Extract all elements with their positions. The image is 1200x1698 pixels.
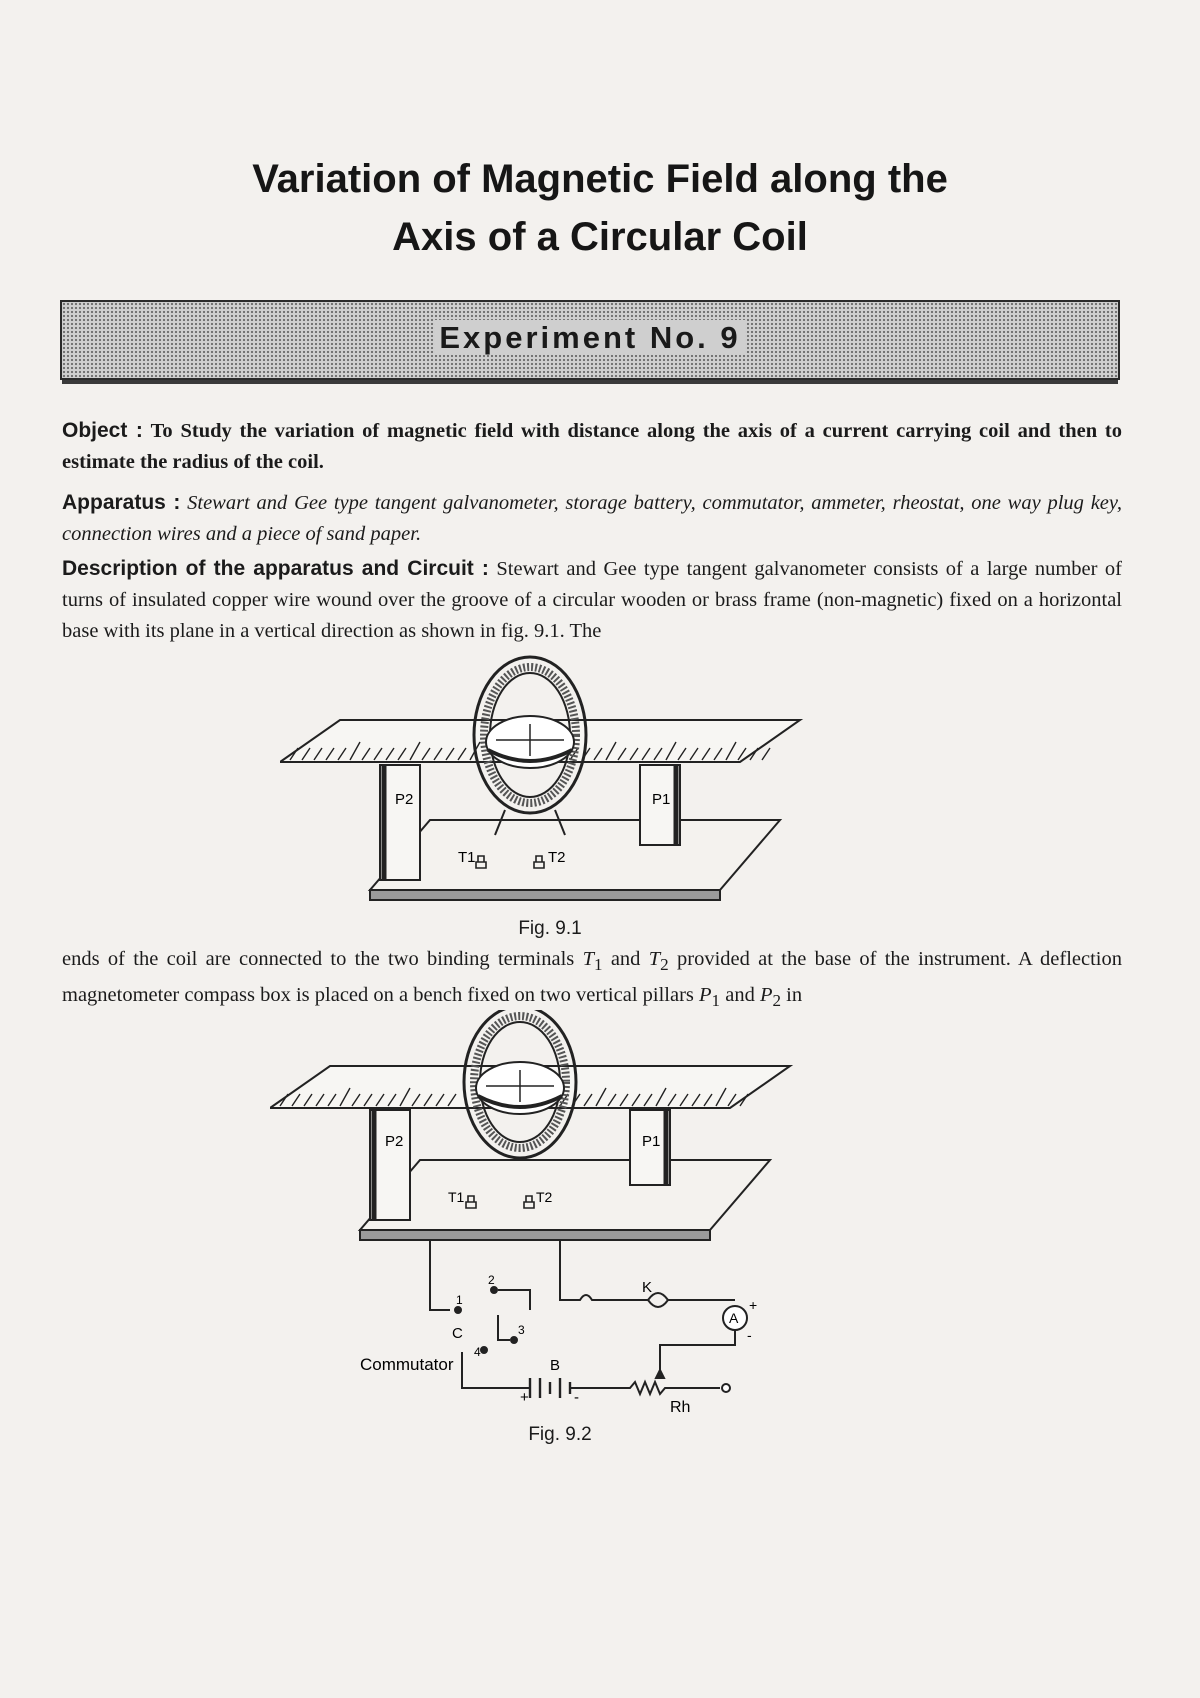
label-t1: T1 xyxy=(458,849,476,866)
commutator-contact-3 xyxy=(511,1337,517,1343)
label-k: K xyxy=(642,1279,653,1296)
battery-cells xyxy=(530,1378,570,1398)
experiment-banner xyxy=(60,300,1120,380)
t1-subscript: 1 xyxy=(593,955,603,975)
label-a-plus: + xyxy=(749,1297,758,1313)
commutator-contact-4 xyxy=(481,1347,487,1353)
p1-subscript: 1 xyxy=(711,991,721,1011)
wire-t2 xyxy=(560,1240,640,1300)
continuation-and-1: and xyxy=(602,948,649,970)
continuation-text-2: provided at the base of the instrument. A deflection magnetometer compass box is placed on a bench fixed on two vertical pillars xyxy=(62,948,1122,1007)
base-plate xyxy=(360,1160,770,1230)
wire-ammeter xyxy=(660,1330,735,1370)
wire-commutator-4 xyxy=(462,1352,530,1388)
label-p2: P2 xyxy=(385,1133,404,1150)
rheostat xyxy=(570,1382,720,1394)
label-b: B xyxy=(550,1357,561,1374)
wire-commutator-2 xyxy=(498,1290,530,1310)
figure-9-2 xyxy=(270,1010,830,1440)
figure-9-2-caption: Fig. 9.2 xyxy=(528,1424,592,1445)
continuation-and-2: and xyxy=(720,984,760,1007)
description-paragraph xyxy=(62,553,1122,647)
apparatus-label: Apparatus : xyxy=(62,491,181,514)
wire-coil-to-commutator xyxy=(430,1240,450,1310)
label-c: C xyxy=(452,1325,463,1342)
label-3: 3 xyxy=(518,1323,525,1337)
p1-symbol: P xyxy=(699,984,712,1007)
t2-subscript: 2 xyxy=(660,955,669,975)
p2-symbol: P xyxy=(759,984,773,1007)
label-1: 1 xyxy=(456,1293,463,1307)
title-line-1: Variation of Magnetic Field along the xyxy=(252,157,948,201)
label-t2: T2 xyxy=(536,1189,553,1205)
label-p1: P1 xyxy=(642,1133,661,1150)
label-a: A xyxy=(729,1310,739,1326)
page-title xyxy=(100,150,1100,266)
description-label: Description of the apparatus and Circuit : xyxy=(62,557,489,580)
label-p1: P1 xyxy=(652,791,671,808)
title-line-2: Axis of a Circular Coil xyxy=(392,215,808,259)
label-a-minus: - xyxy=(747,1327,752,1343)
label-battery-plus: + xyxy=(520,1389,529,1406)
t1-symbol: T xyxy=(582,948,594,970)
label-2: 2 xyxy=(488,1273,495,1287)
rheostat-terminal xyxy=(722,1384,730,1392)
label-t2: T2 xyxy=(548,849,566,866)
rheostat-slider xyxy=(656,1370,664,1378)
label-rh: Rh xyxy=(670,1399,691,1416)
base-edge xyxy=(370,890,720,900)
label-t1: T1 xyxy=(448,1189,465,1205)
commutator-contact-1 xyxy=(455,1307,461,1313)
object-paragraph xyxy=(62,415,1122,478)
label-4: 4 xyxy=(474,1345,481,1359)
experiment-number: Experiment No. 9 xyxy=(435,320,744,355)
commutator-contact-2 xyxy=(491,1287,497,1293)
base-plate xyxy=(370,820,780,890)
apparatus-paragraph xyxy=(62,487,1122,550)
figure-9-1 xyxy=(280,650,820,920)
continuation-text-1: ends of the coil are connected to the two binding terminals xyxy=(62,948,583,970)
label-battery-minus: - xyxy=(574,1389,579,1406)
apparatus-text: Stewart and Gee type tangent galvanometer, storage battery, commutator, ammeter, rheostat, one way plug key, connection wires and a piece of sand paper. xyxy=(62,492,1123,545)
t2-symbol: T xyxy=(648,948,661,970)
label-commutator: Commutator xyxy=(360,1355,454,1374)
figure-9-1-caption: Fig. 9.1 xyxy=(518,918,582,939)
plug-key xyxy=(648,1293,735,1307)
label-p2: P2 xyxy=(395,791,414,808)
object-label: Object : xyxy=(62,419,143,442)
continuation-text-3: in xyxy=(781,984,803,1007)
description-text: Stewart and Gee type tangent galvanometer consists of a large number of turns of insulated copper wire wound over the groove of a circular wooden or brass frame (non-magnetic) fixed on a horizontal base with its plane in a vertical direction as shown in fig. 9.1. The xyxy=(62,558,1122,642)
base-edge xyxy=(360,1230,710,1240)
object-text: To Study the variation of magnetic field with distance along the axis of a current carrying coil and then to estimate the radius of the coil. xyxy=(62,420,1123,473)
wire-commutator-3 xyxy=(498,1315,510,1340)
p2-subscript: 2 xyxy=(772,991,782,1011)
continuation-paragraph xyxy=(62,944,1122,1016)
